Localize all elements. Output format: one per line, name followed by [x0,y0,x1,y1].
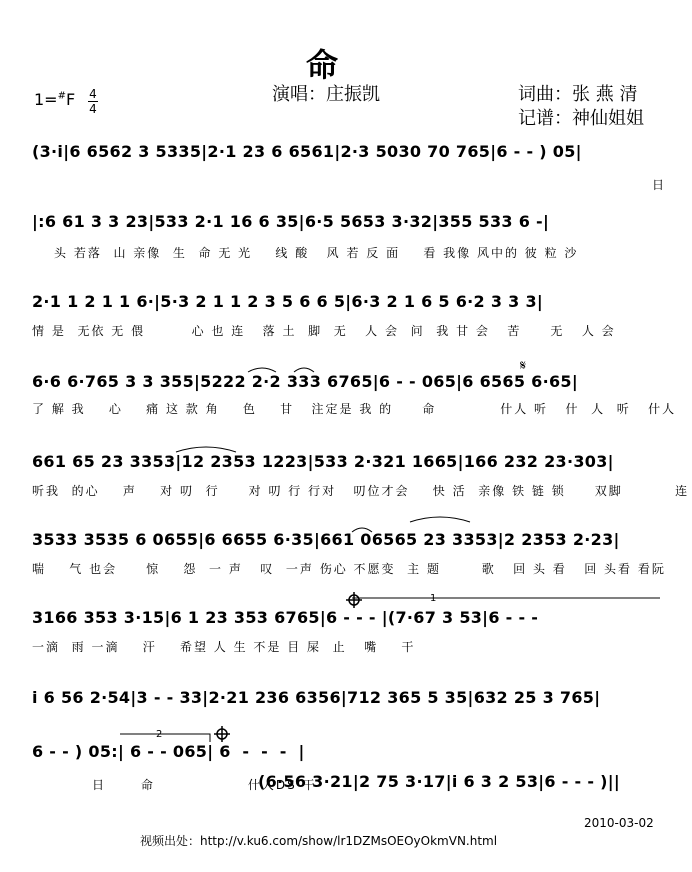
segno-icon: 𝄋 [520,358,527,374]
score-line-9-notes: 6 - - ) 05:| 6 - - 065| 6 - - - | [32,742,305,761]
score-line-1-notes: (3·i|6 6562 3 5335|2·1 23 6 6561|2·3 5030 70 765|6 - - ) 05| [32,142,582,161]
time-signature: 4 4 [89,87,97,116]
video-source: 视频出处：http://v.ku6.com/show/lr1DZMsOEOyOkmVN.html [140,834,498,848]
score-line-5-notes: 661 65 23 3353|12 2353 1223|533 2·321 1665|166 232 23·303| [32,452,614,471]
score-line-2-lyrics: 头 若落 山 亲像 生 命 无 光 线 酸 风 若 反 面 看 我像 风中的 彼 粒 沙 [54,246,579,260]
coda-icon-2 [214,726,230,742]
lyricist-credit: 词曲：张 燕 清 [518,84,638,105]
score-line-7-notes: 3166 353 3·15|6 1 23 353 6765|6 - - - |(7·67 3 53|6 - - - [32,608,539,627]
score-line-2-notes: |:6 61 3 3 23|533 2·1 16 6 35|6·5 5653 3·32|355 533 6 -| [32,212,550,231]
score-line-9-lyrics: 日 命 什人DS 干 [92,778,317,792]
score-line-6-lyrics: 喘 气 也会 惊 怨 一 声 叹 一声 伤心 不愿变 主 题 歌 回 头 看 回 头看 看阮 [32,562,666,576]
score-line-10-notes: (6·56 3·21|2 75 3·17|i 6 3 2 53|6 - - - )|| [258,772,621,791]
score-line-3-notes: 2·1 1 2 1 1 6·|5·3 2 1 1 2 3 5 6 6 5|6·3 2 1 6 5 6·2 3 3 3| [32,292,544,311]
transcriber-credit: 记谱：神仙姐姐 [518,108,644,129]
date-label: 2010-03-02 [584,816,654,830]
song-title: 命 [306,46,339,84]
score-line-7-lyrics: 一滴 雨 一滴 汗 希望 人 生 不是 目 屎 止 嘴 干 [32,640,416,654]
score-line-1-lyrics: 日 [652,178,667,192]
score-line-8-notes: i 6 56 2·54|3 - - 33|2·21 236 6356|712 365 5 35|632 25 3 765| [32,688,601,707]
key-signature: 1=#F [34,90,76,109]
volta-2-label: 2 [156,729,163,740]
score-line-4-lyrics: 了 解 我 心 痛 这 款 角 色 甘 注定是 我 的 命 什人 听 什 人 听 什人 [32,402,677,416]
score-line-6-notes: 3533 3535 6 0655|6 6655 6·35|661 06565 23 3353|2 2353 2·23| [32,530,620,549]
coda-icon [346,592,362,608]
volta-1-label: 1 [430,593,437,604]
singer-credit: 演唱：庄振凯 [272,84,380,105]
score-line-4-notes: 6·6 6·765 3 3 355|5222 2·2 333 6765|6 - - 065|6 6565 6·65| [32,372,578,391]
score-line-5-lyrics: 听我 的心 声 对 叨 行 对 叨 行 行对 叨位才会 快 活 亲像 铁 链 锁 双脚 连 [32,484,690,498]
score-line-3-lyrics: 情 是 无依 无 偎 心 也 连 落 土 脚 无 人 会 问 我 甘 会 苦 无 人 会 [32,324,616,338]
